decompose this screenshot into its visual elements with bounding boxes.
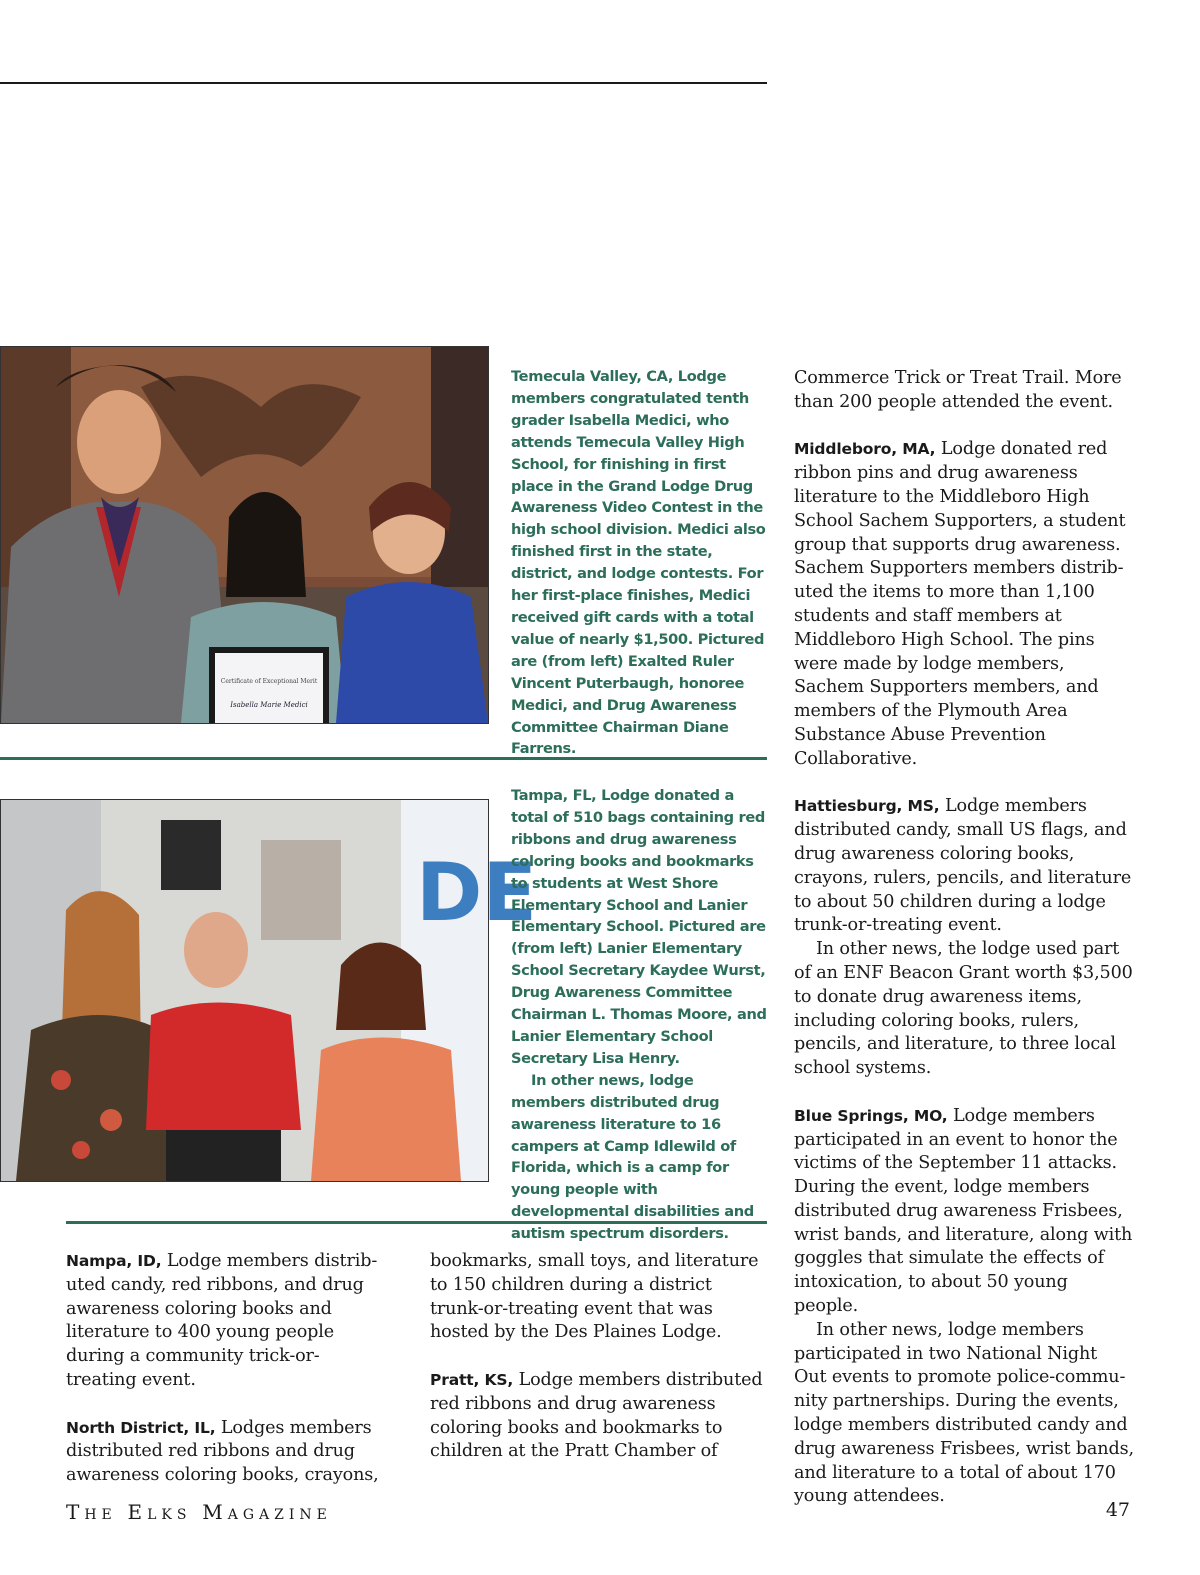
footer-letters-he: HE <box>84 1507 117 1523</box>
right-column <box>794 367 1134 1509</box>
bottom-left-column <box>66 1250 386 1488</box>
footer-letter-t: T <box>66 1500 85 1524</box>
magazine-name <box>66 1500 332 1524</box>
bluesprings-body-2: In other news, lodge members participated in two National Night Out events to promote police-community partnerships. During the events, lodge members distributed candy and drug awareness Frisbees, wrist bands, and literature to a total of about 170 young attendees. <box>794 1319 1134 1507</box>
certificate-name: Isabella Marie Medici <box>230 701 308 709</box>
north-district-continuation: bookmarks, small toys, and literature to 150 children during a district trunk-or-treating event that was hosted by the Des Plaines Lodge. <box>430 1251 759 1343</box>
bluesprings-lead: Blue Springs, MO, <box>794 1106 948 1125</box>
north-district-body: Lodges members distributed red ribbons and drug awareness coloring books, crayons, <box>66 1417 379 1486</box>
top-rule <box>0 82 767 84</box>
tampa-photo <box>0 799 538 1182</box>
footer-letters-agazine: AGAZINE <box>227 1507 332 1523</box>
nampa-body: Lodge members distributed candy, red ribbons, and drug awareness coloring books and literature to 400 young people during a community trick-or-treating event. <box>66 1251 378 1390</box>
middleboro-body: Lodge donated red ribbon pins and drug awareness literature to the Middleboro High School Sachem Supporters, a student group that supports drug awareness. Sachem Supporters members distributed the items to more than 1,100 students and staff members at Middleboro High School. The pins were made by lodge members, Sachem Supporters members, and members of the Plymouth Area Substance Abuse Prevention Collaborative. <box>794 439 1126 769</box>
page-number: 47 <box>1105 1499 1130 1521</box>
tampa-caption <box>511 785 769 1245</box>
footer-letter-e: E <box>127 1500 148 1524</box>
middleboro-lead: Middleboro, MA, <box>794 440 936 459</box>
tampa-body: Lodge donated a total of 510 bags containing red ribbons and drug awareness coloring books and bookmarks to students at West Shore Elementary School and Lanier Elementary School. Pictured are (from left) Lanier Elementary School Secretary Kaydee Wurst, Drug Awareness Committee Chairman L. Thomas Moore, and Lanier Elementary School Secretary Lisa Henry. <box>511 787 767 1067</box>
section-divider-2 <box>66 1221 767 1224</box>
pratt-lead: Pratt, KS, <box>430 1370 514 1389</box>
section-divider-1 <box>0 757 767 760</box>
hattiesburg-body: Lodge members distributed candy, small US flags, and drug awareness coloring books, crayons, rulers, pencils, and literature to about 50 children during a lodge trunk-or-treating event. <box>794 796 1132 936</box>
bottom-middle-column <box>430 1250 765 1464</box>
temecula-body: Lodge members congratulated tenth grader Isabella Medici, who attends Temecula Valley High School, for finishing in first place in the Grand Lodge Drug Awareness Video Contest in the high school division. Medici also finished first in the state, district, and lodge contests. For her first-place finishes, Medici received gift cards with a total value of nearly $1,500. Pictured are (from left) Exalted Ruler Vincent Puterbaugh, honoree Medici, and Drug Awareness Committee Chairman Diane Farrens. <box>511 368 766 758</box>
commerce-continuation: Commerce Trick or Treat Trail. More than 200 people attended the event. <box>794 368 1122 412</box>
nampa-lead: Nampa, ID, <box>66 1252 162 1270</box>
pratt-body: Lodge members distributed red ribbons and drug awareness coloring books and bookmarks to children at the Pratt Chamber of <box>430 1369 763 1462</box>
bluesprings-body: Lodge members participated in an event to honor the victims of the September 11 attacks. During the event, lodge members distributed drug awareness Frisbees, wrist bands, and literature, along with goggles that simulate the effects of intoxication, to about 50 young people. <box>794 1105 1133 1317</box>
temecula-caption <box>511 366 769 760</box>
footer-letters-lks: LKS <box>147 1507 192 1523</box>
footer-letter-m: M <box>202 1500 228 1524</box>
tampa-lead: Tampa, FL, <box>511 787 597 804</box>
north-district-lead: North District, IL, <box>66 1418 216 1437</box>
tampa-body-2: In other news, lodge members distributed drug awareness literature to 16 campers at Camp Idlewild of Florida, which is a camp for young people with developmental disabilities and autism spectrum disorders. <box>511 1071 754 1243</box>
banner-letters: DE <box>416 846 538 939</box>
temecula-photo <box>0 346 489 724</box>
hattiesburg-body-2: In other news, the lodge used part of an ENF Beacon Grant worth $3,500 to donate drug awareness items, including coloring books, rulers, pencils, and literature, to three local school systems. <box>794 939 1133 1079</box>
temecula-lead: Temecula Valley, CA, <box>511 368 674 385</box>
hattiesburg-lead: Hattiesburg, MS, <box>794 797 940 816</box>
certificate-title: Certificate of Exceptional Merit <box>220 678 318 685</box>
